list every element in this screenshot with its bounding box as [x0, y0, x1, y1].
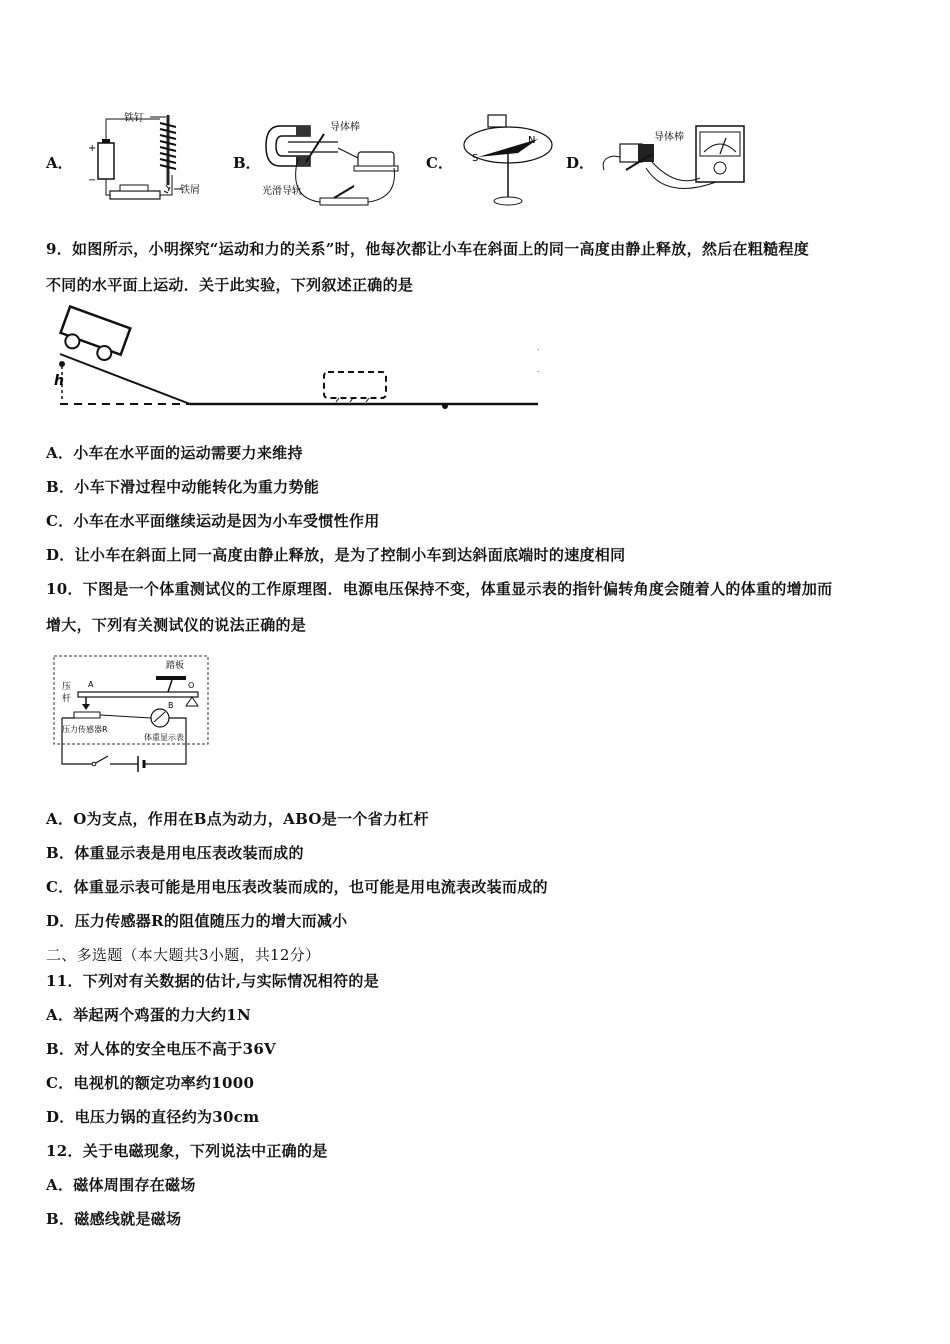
label-h: h	[54, 373, 64, 389]
label-lever-2: 杆	[62, 694, 72, 704]
q10-option-d: D．压力传感器R的阻值随压力的增大而减小	[46, 912, 348, 930]
label-nail: 铁钉	[124, 113, 144, 124]
cart-dashed	[324, 372, 386, 398]
weight-meter	[151, 709, 169, 727]
svg-text:.: .	[537, 365, 540, 374]
label-rod: 导体棒	[654, 132, 684, 143]
battery	[98, 143, 114, 179]
battery-minus: −	[88, 175, 97, 186]
q11-option-c: C．电视机的额定功率约1000	[46, 1074, 255, 1092]
q8-figure-a-electromagnet	[80, 105, 200, 210]
q10-option-a: A．O为支点，作用在B点为动力，ABO是一个省力杠杆	[46, 810, 429, 828]
switch-base	[110, 191, 160, 199]
q11-option-a: A．举起两个鸡蛋的力大约1N	[46, 1006, 251, 1024]
pole-n: N	[528, 135, 536, 146]
switch	[320, 198, 368, 205]
q12-option-b: B．磁感线就是磁场	[46, 1210, 182, 1228]
q8-option-d-label: D．	[566, 154, 595, 172]
q10-figure-scale-circuit	[50, 652, 220, 777]
q8-figure-c-compass	[458, 105, 558, 210]
label-filings: 铁屑	[180, 185, 200, 196]
label-rod: 导体棒	[330, 122, 360, 133]
q9-option-a: A．小车在水平面的运动需要力来维持	[46, 444, 303, 462]
q8-option-b-label: B．	[233, 154, 261, 172]
q9-stem-line1: 9．如图所示，小明探究“运动和力的关系”时，他每次都让小车在斜面上的同一高度由静止释放，然后在粗糙程度	[46, 240, 809, 258]
q11-option-b: B．对人体的安全电压不高于36V	[46, 1040, 276, 1058]
q9-option-b: B．小车下滑过程中动能转化为重力势能	[46, 478, 320, 496]
label-lever-1: 压	[62, 682, 72, 692]
label-rails: 光滑导轨	[262, 186, 302, 197]
switch	[94, 756, 108, 764]
q9-option-d: D．让小车在斜面上同一高度由静止释放，是为了控制小车到达斜面底端时的速度相同	[46, 546, 626, 564]
q11-option-d: D．电压力锅的直径约为30cm	[46, 1108, 260, 1126]
q12-stem: 12．关于电磁现象，下列说法中正确的是	[46, 1142, 328, 1160]
label-o: O	[188, 681, 195, 690]
label-a: A	[88, 680, 94, 689]
incline-surface	[60, 354, 190, 404]
fulcrum	[186, 697, 198, 706]
conductor-rod	[306, 134, 324, 162]
label-sensor: 压力传感器R	[62, 725, 108, 734]
q8-option-c-label: C．	[426, 154, 453, 172]
q10-option-c: C．体重显示表可能是用电压表改装而成的，也可能是用电流表改装而成的	[46, 878, 548, 896]
q12-option-a: A．磁体周围存在磁场	[46, 1176, 196, 1194]
svg-text:.: .	[537, 343, 540, 352]
q9-figure-incline	[50, 310, 550, 410]
q8-figure-d-induction	[596, 118, 756, 208]
lever-abo	[78, 692, 198, 697]
q9-option-c: C．小车在水平面继续运动是因为小车受惯性作用	[46, 512, 380, 530]
section-heading: 二、多选题（本大题共3小题，共12分）	[46, 946, 321, 964]
q10-stem-line2: 增大，下列有关测试仪的说法正确的是	[46, 616, 307, 634]
pressure-sensor	[74, 712, 100, 718]
q10-option-b: B．体重显示表是用电压表改装而成的	[46, 844, 304, 862]
q10-stem-line1: 10．下图是一个体重测试仪的工作原理图．电源电压保持不变，体重显示表的指针偏转角度会随着人的体重的增加而	[46, 580, 833, 598]
label-b: B	[168, 701, 174, 710]
q8-figure-b-generator	[258, 118, 408, 213]
q9-stem-line2: 不同的水平面上运动．关于此实验，下列叙述正确的是	[46, 276, 414, 294]
pole-s: S	[472, 153, 479, 164]
label-pedal: 踏板	[166, 661, 185, 671]
battery	[488, 115, 506, 127]
q11-stem: 11．下列对有关数据的估计,与实际情况相符的是	[46, 972, 379, 990]
pedal	[156, 676, 186, 680]
battery-plus: +	[88, 143, 97, 154]
label-meter: 体重显示表	[144, 733, 184, 742]
q8-option-a-label: A．	[46, 154, 73, 172]
